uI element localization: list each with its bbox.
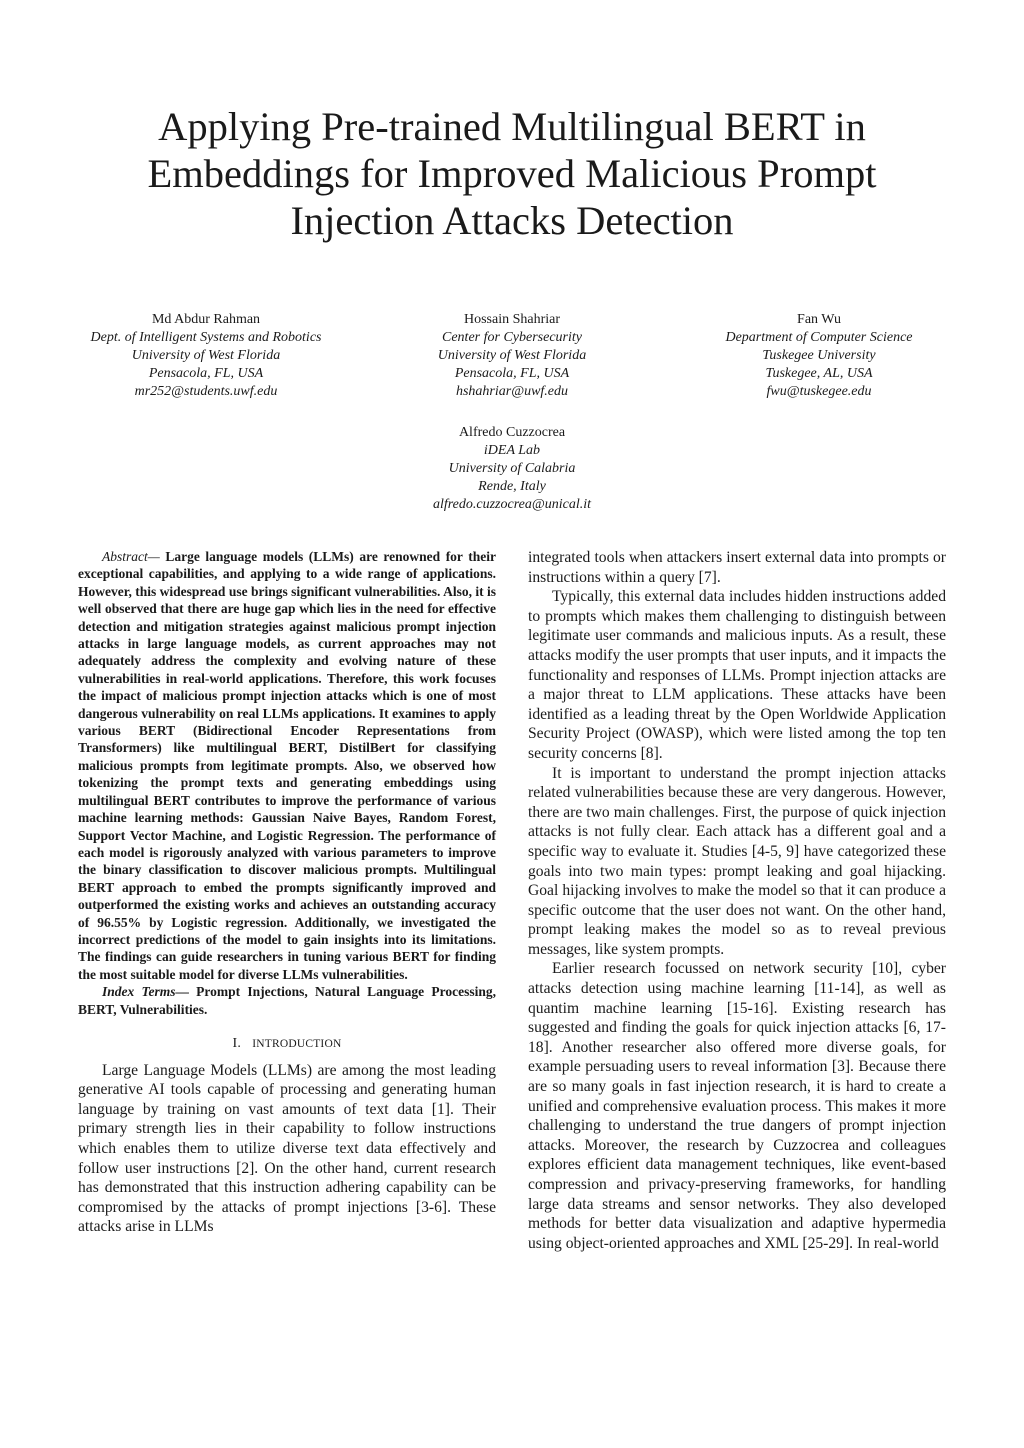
author-dept: Department of Computer Science bbox=[725, 330, 913, 345]
author-email: fwu@tuskegee.edu bbox=[766, 384, 872, 399]
section-number: I. bbox=[232, 1035, 242, 1051]
author-location: Pensacola, FL, USA bbox=[454, 366, 570, 381]
author-name: Hossain Shahriar bbox=[463, 312, 561, 327]
author-location: Rende, Italy bbox=[478, 479, 546, 494]
paper-title: Applying Pre-trained Multilingual BERT in Embeddings for Improved Malicious Prompt Injection Attacks Detection bbox=[147, 104, 877, 243]
author-dept: Center for Cybersecurity bbox=[442, 330, 582, 345]
paragraph: Typically, this external data includes hidden instructions added to prompts which makes them challenging to distinguish between legitimate user commands and malicious inputs. As a result, these attacks modify the user prompts that user inputs, and it impacts the functionality and responses of LLMs. Prompt injection attacks are a major threat to LLM applications. These attacks have been identified as a leading threat by the Open Worldwide Application Security Project (OWASP), which were listed among the top ten security concerns [8]. bbox=[528, 588, 946, 762]
author-name: Alfredo Cuzzocrea bbox=[458, 425, 566, 440]
author-location: Pensacola, FL, USA bbox=[148, 366, 264, 381]
left-column bbox=[78, 548, 496, 1237]
author-org: University of West Florida bbox=[437, 348, 587, 363]
index-terms-lead: Index Terms— bbox=[102, 984, 189, 1000]
section-heading bbox=[78, 1034, 496, 1055]
author-email: hshahriar@uwf.edu bbox=[455, 384, 569, 399]
author-name: Md Abdur Rahman bbox=[151, 312, 261, 327]
abstract-lead: Abstract— bbox=[102, 549, 160, 564]
author-name: Fan Wu bbox=[797, 312, 841, 327]
index-terms-text: Prompt Injections, Natural Language Processing, BERT, Vulnerabilities. bbox=[78, 984, 496, 1017]
author-block-2 bbox=[376, 311, 648, 401]
right-column bbox=[528, 548, 946, 1253]
author-dept: iDEA Lab bbox=[483, 443, 541, 458]
author-org: University of Calabria bbox=[448, 461, 576, 476]
abstract bbox=[78, 548, 496, 983]
author-email: alfredo.cuzzocrea@unical.it bbox=[432, 497, 592, 512]
paragraph: It is important to understand the prompt injection attacks related vulnerabilities because these are very dangerous. However, there are two main challenges. First, the purpose of quick injection attacks is not fully clear. Each attack has a different goal and a specific way to evaluate it. Studies [4-5, 9] have categorized these goals into two main types: prompt leaking and goal hijacking. Goal hijacking involves to make the model so that it can produce a specific outcome that the user does not want. On the other hand, prompt leaking makes the model so as to reveal previous messages, like system prompts. bbox=[528, 764, 946, 958]
author-block-1 bbox=[70, 311, 342, 401]
abstract-text: Large language models (LLMs) are renowned for their exceptional capabilities, and applying to a wide range of applications. However, this widespread use brings significant vulnerabilities. Also, it is well observed that there are huge gap which lies in the need for effective detection and mitigation strategies against malicious prompt injection attacks in large language models, as current approaches may not adequately address the complexity and evolving nature of these vulnerabilities in real-world applications. Therefore, this work focuses the impact of malicious prompt injection attacks which is one of most dangerous vulnerability on real LLMs applications. It examines to apply various BERT (Bidirectional Encoder Representations from Transformers) like multilingual BERT, DistilBert for classifying malicious prompts from legitimate prompts. Also, we observed how tokenizing the prompt texts and generating embeddings using multilingual BERT contributes to improve the performance of various machine learning methods: Gaussian Naive Bayes, Random Forest, Support Vector Machine, and Logistic Regression. The performance of each model is rigorously analyzed with various parameters to improve the binary classification to discover malicious prompts. Multilingual BERT approach to embed the prompts significantly improved and outperformed the existing works and achieves an outstanding accuracy of 96.55% by Logistic regression. Additionally, we investigated the incorrect predictions of the model to gain insights into its limitations. The findings can guide researchers in tuning various BERT for finding the most suitable model for diverse LLMs vulnerabilities. bbox=[78, 549, 496, 982]
author-dept: Dept. of Intelligent Systems and Robotics bbox=[90, 330, 322, 345]
author-block-3 bbox=[683, 311, 955, 401]
author-email: mr252@students.uwf.edu bbox=[134, 384, 278, 399]
paragraph: integrated tools when attackers insert external data into prompts or instructions within a query [7]. bbox=[528, 549, 946, 586]
author-org: Tuskegee University bbox=[762, 348, 876, 363]
author-location: Tuskegee, AL, USA bbox=[765, 366, 873, 381]
author-org: University of West Florida bbox=[131, 348, 281, 363]
paragraph: Large Language Models (LLMs) are among the most leading generative AI tools capable of processing and generating human language by training on vast amounts of text data [1]. Their primary strength lies in their capability to follow instructions which enables them to utilize diverse text data effectively and follow user instructions [2]. On the other hand, current research has demonstrated that this instruction adhering capability can be compromised by the attacks of prompt injections [3-6]. These attacks arise in LLMs bbox=[78, 1061, 496, 1236]
author-block-4 bbox=[376, 424, 648, 514]
index-terms bbox=[78, 983, 496, 1018]
paragraph: Earlier research focussed on network security [10], cyber attacks detection using machine learning [11-14], as well as quantim machine learning [15-16]. Existing research has suggested and finding the goals for quick injection attacks [6, 17-18]. Another researcher also offered more diverse goals, for example persuading users to reveal information [3]. Because there are so many goals in fast injection research, it is hard to create a unified and comprehensive evaluation process. This makes it more challenging to understand the true dangers of prompt injection attacks. Moreover, the research by Cuzzocrea and colleagues explores efficient data management techniques, like event-based compression and privacy-preserving frameworks, for handling large data streams and sensor networks. They also developed methods for better data visualization and adaptive hypermedia using object-oriented approaches and XML [25-29]. In real-world bbox=[528, 960, 946, 1252]
section-title: INTRODUCTION bbox=[252, 1037, 342, 1050]
